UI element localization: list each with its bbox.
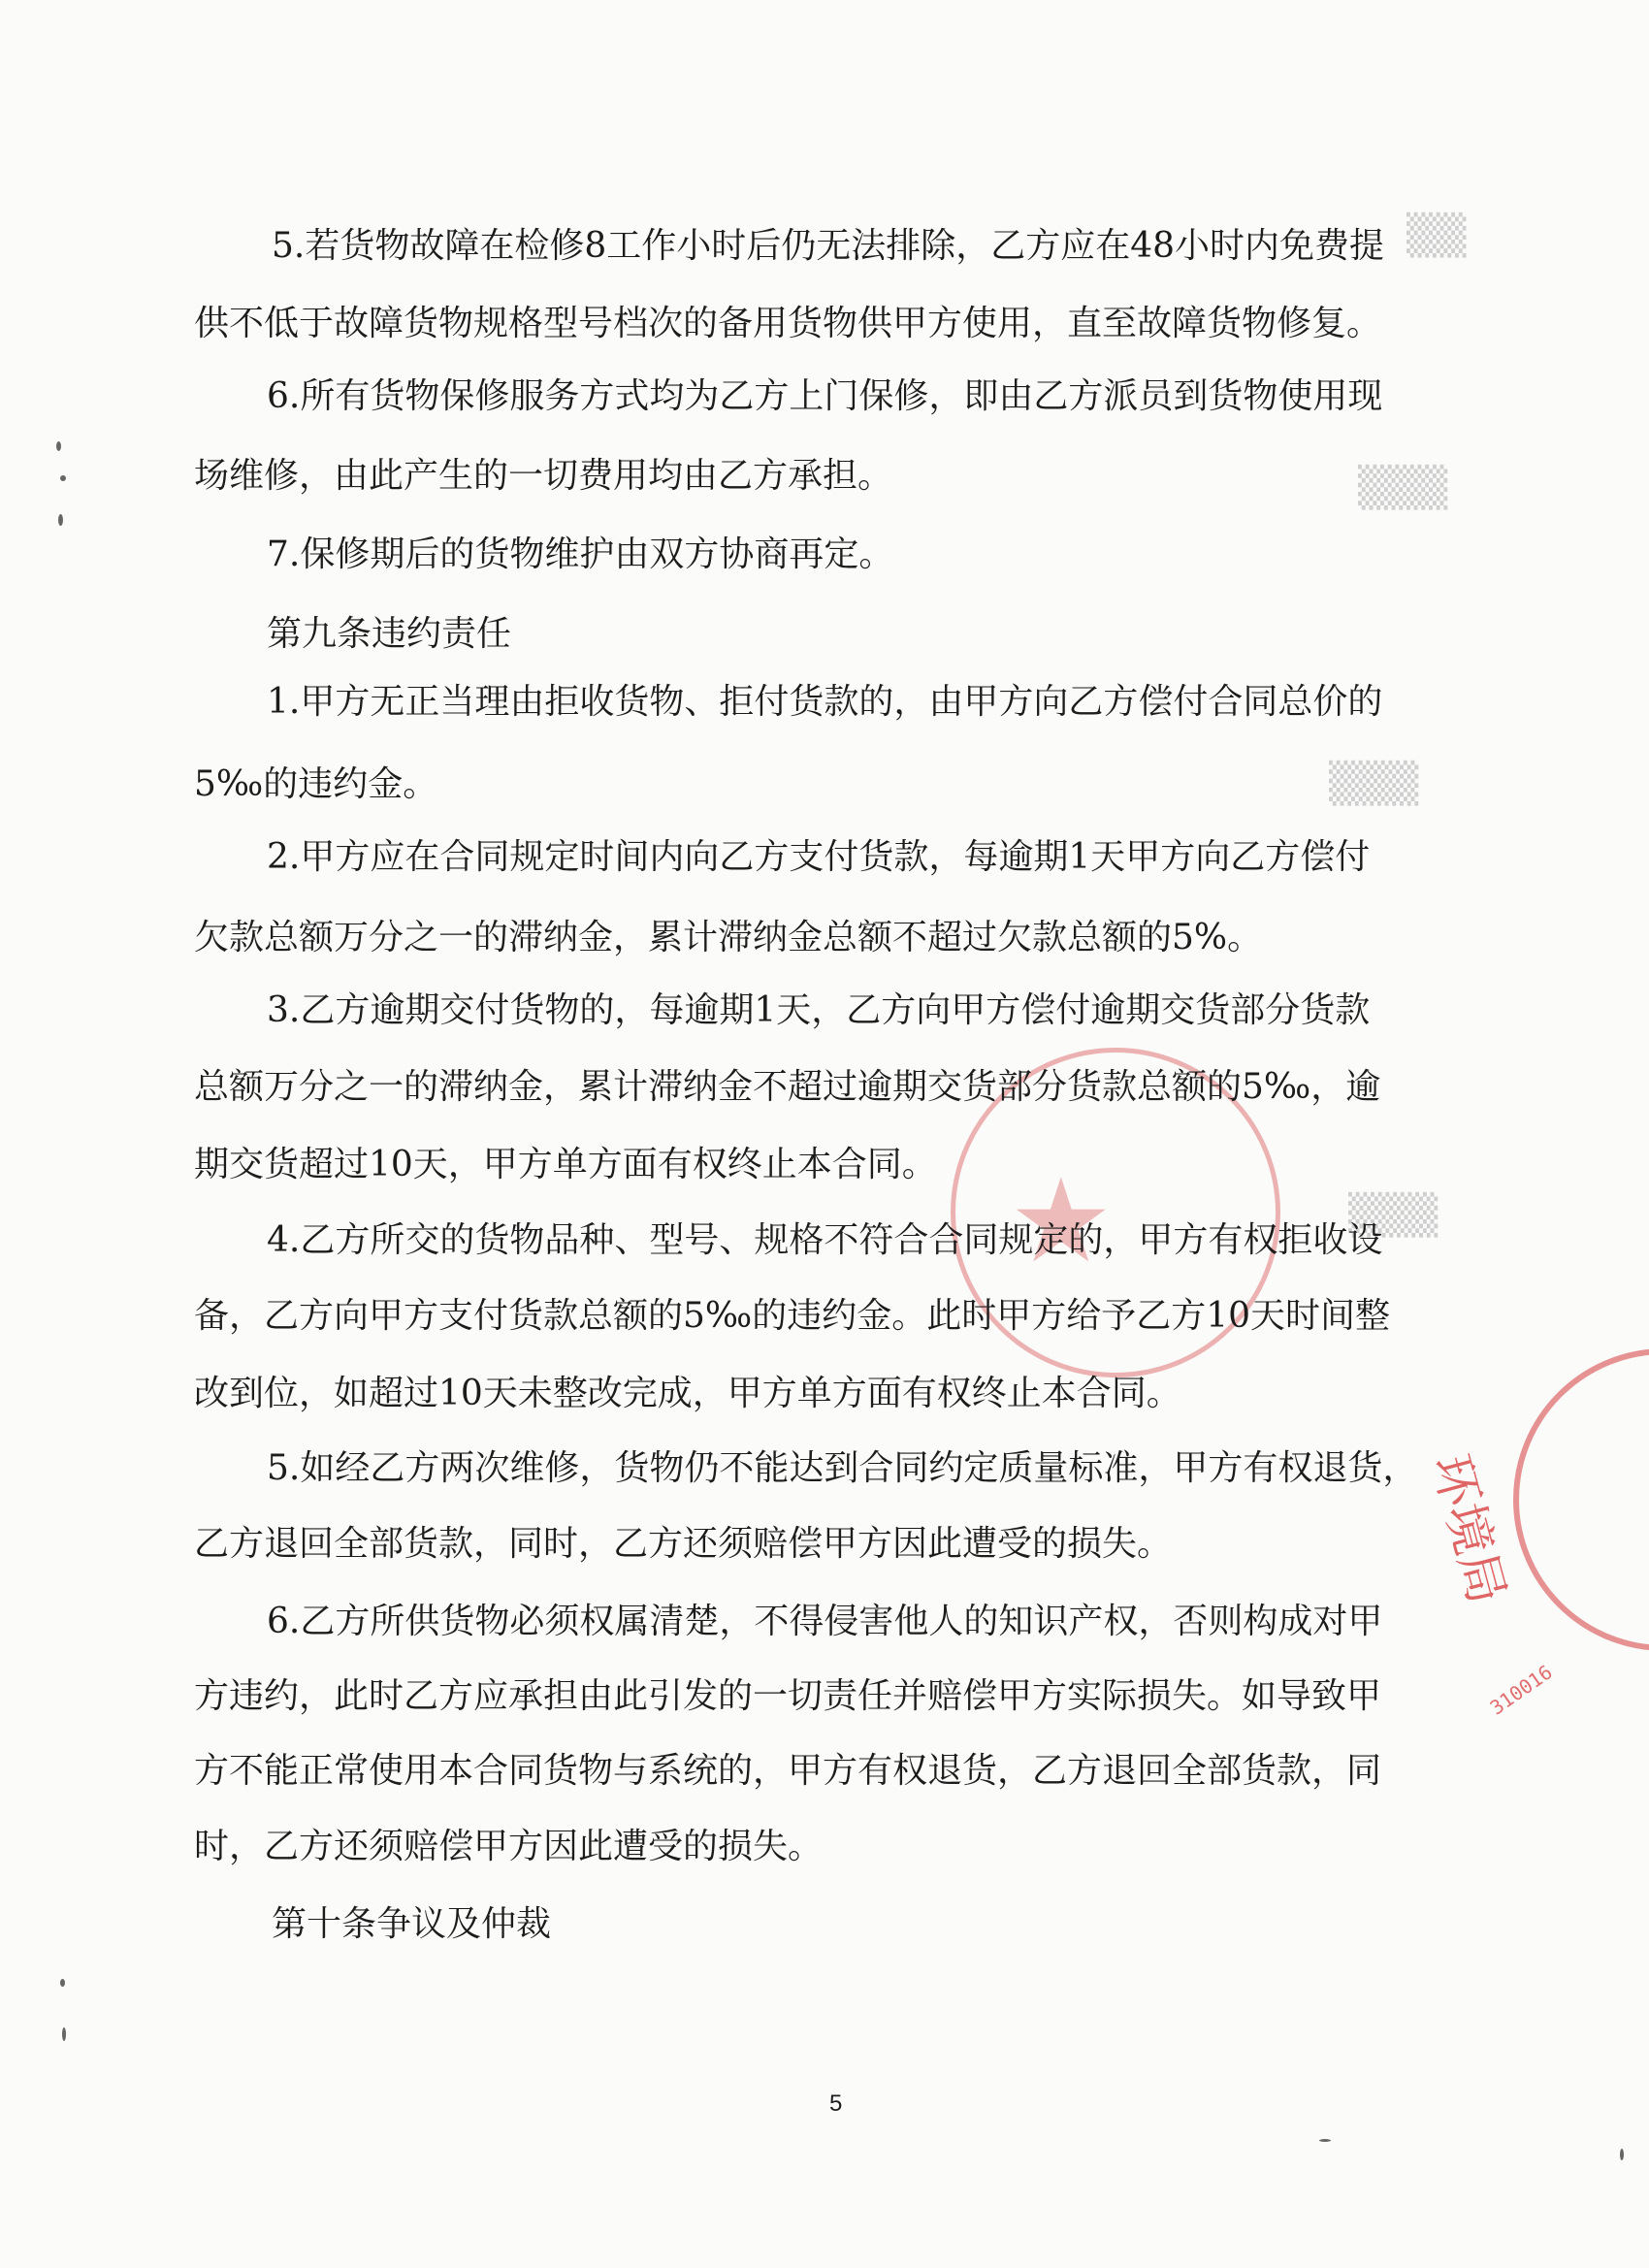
section-heading: 第九条违约责任: [267, 614, 512, 654]
text-line: 供不低于故障货物规格型号档次的备用货物供甲方使用，直至故障货物修复。: [194, 304, 1382, 343]
text-line: 5‰的违约金。: [194, 764, 438, 804]
seal-code: 310016: [1485, 1660, 1557, 1720]
seal-circle: [1513, 1348, 1649, 1651]
text-line: 4.乙方所交的货物品种、型号、规格不符合合同规定的，甲方有权拒收设: [267, 1220, 1383, 1260]
text-line: 1.甲方无正当理由拒收货物、拒付货款的，由甲方向乙方偿付合同总价的: [267, 682, 1383, 722]
text-line: 备，乙方向甲方支付货款总额的5‰的违约金。此时甲方给予乙方10天时间整: [194, 1296, 1391, 1336]
text-line: 6.所有货物保修服务方式均为乙方上门保修，即由乙方派员到货物使用现: [267, 376, 1383, 416]
text-line: 改到位，如超过10天未整改完成，甲方单方面有权终止本合同。: [194, 1374, 1181, 1413]
scan-speck: [60, 1979, 65, 1987]
text-line: 场维修，由此产生的一切费用均由乙方承担。: [194, 456, 893, 496]
bleed-through-mark: ▒▒▒: [1348, 1193, 1439, 1238]
page-number: 5: [829, 2090, 843, 2117]
section-heading: 第十条争议及仲裁: [272, 1904, 552, 1944]
scan-speck: [1319, 2139, 1331, 2142]
seal-star-icon: ★: [1009, 1154, 1114, 1289]
text-line: 期交货超过10天，甲方单方面有权终止本合同。: [194, 1145, 937, 1184]
text-line: 方不能正常使用本合同货物与系统的，甲方有权退货，乙方退回全部货款，同: [194, 1751, 1382, 1791]
text-line: 2.甲方应在合同规定时间内向乙方支付货款，每逾期1天甲方向乙方偿付: [267, 837, 1371, 877]
scan-speck: [62, 2027, 66, 2041]
text-line: 6.乙方所供货物必须权属清楚，不得侵害他人的知识产权，否则构成对甲: [267, 1602, 1383, 1641]
scan-speck: [60, 475, 66, 481]
bleed-through-mark: ▒▒▒: [1358, 466, 1448, 510]
text-line: 时，乙方还须赔偿甲方因此遭受的损失。: [194, 1827, 824, 1866]
seal-name: 环境局: [1420, 1448, 1516, 1610]
text-line: 3.乙方逾期交付货物的，每逾期1天，乙方向甲方偿付逾期交货部分货款: [267, 990, 1371, 1030]
text-line: 欠款总额万分之一的滞纳金，累计滞纳金总额不超过欠款总额的5%。: [194, 918, 1263, 957]
scan-speck: [58, 514, 63, 526]
scan-speck: [1620, 2149, 1624, 2160]
bleed-through-mark: ▒▒: [1406, 213, 1467, 258]
text-line: 方违约，此时乙方应承担由此引发的一切责任并赔偿甲方实际损失。如导致甲: [194, 1676, 1382, 1716]
text-line: 乙方退回全部货款，同时，乙方还须赔偿甲方因此遭受的损失。: [194, 1524, 1173, 1564]
text-line: 5.若货物故障在检修8工作小时后仍无法排除，乙方应在48小时内免费提: [272, 226, 1385, 266]
bleed-through-mark: ▒▒▒: [1329, 761, 1419, 806]
scan-speck: [56, 441, 61, 451]
text-line: 7.保修期后的货物维护由双方协商再定。: [267, 535, 894, 574]
text-line: 5.如经乙方两次维修，货物仍不能达到合同约定质量标准，甲方有权退货，: [267, 1448, 1418, 1488]
text-line: 总额万分之一的滞纳金，累计滞纳金不超过逾期交货部分货款总额的5‰，逾: [194, 1067, 1381, 1107]
